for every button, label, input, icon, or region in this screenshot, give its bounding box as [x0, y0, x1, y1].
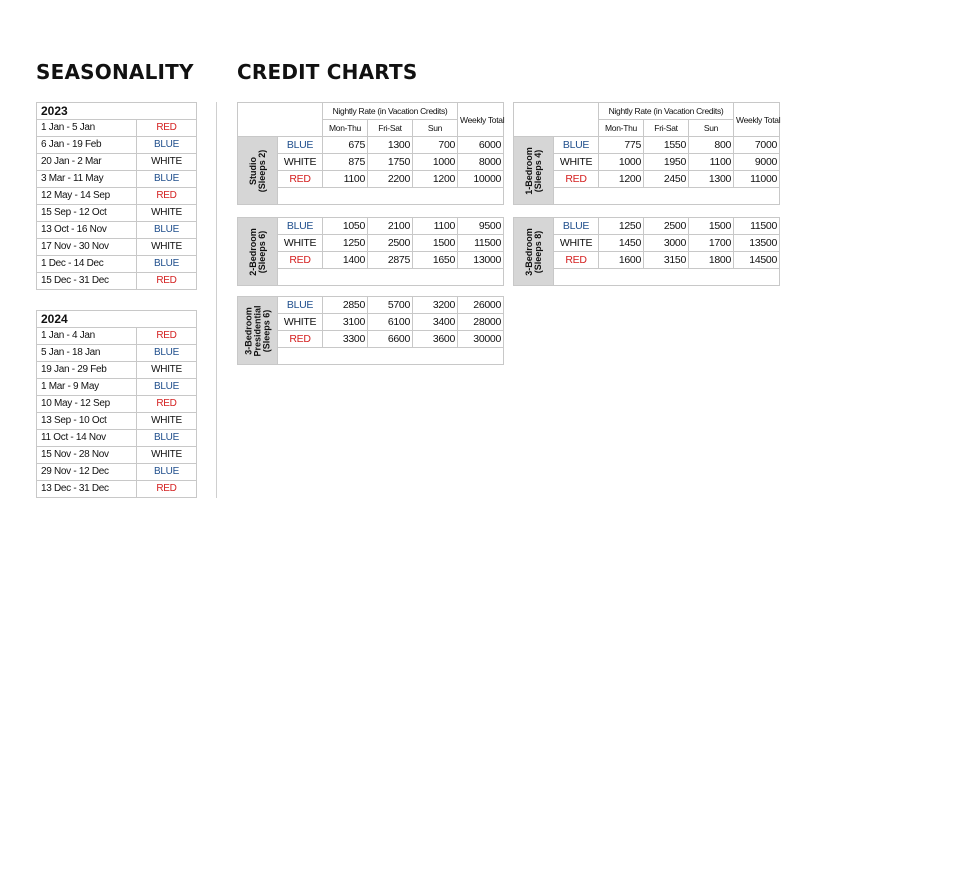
rate-mon-thu: 875: [323, 154, 368, 171]
weekly-total-header: Weekly Total: [734, 103, 780, 137]
season-code: WHITE: [278, 235, 323, 252]
rate-weekly: 13000: [458, 252, 504, 269]
season-dates: 10 May - 12 Sep: [37, 396, 137, 413]
season-dates: 20 Jan - 2 Mar: [37, 154, 137, 171]
season-row: [37, 328, 197, 345]
season-code: RED: [137, 273, 197, 290]
season-code: WHITE: [137, 205, 197, 222]
rate-mon-thu: 1000: [599, 154, 644, 171]
rate-fri-sat: 3150: [644, 252, 689, 269]
season-dates: 13 Dec - 31 Dec: [37, 481, 137, 498]
season-code: RED: [137, 120, 197, 137]
rate-row: [514, 137, 780, 154]
season-row: [37, 137, 197, 154]
rate-mon-thu: 675: [323, 137, 368, 154]
header-corner: [514, 103, 599, 137]
rate-row: [514, 218, 780, 235]
season-code: BLUE: [554, 137, 599, 154]
season-dates: 1 Mar - 9 May: [37, 379, 137, 396]
rate-weekly: 14500: [734, 252, 780, 269]
season-dates: 1 Jan - 4 Jan: [37, 328, 137, 345]
empty-row: [554, 188, 780, 205]
season-code: BLUE: [137, 222, 197, 239]
season-row: [37, 362, 197, 379]
section-divider: [216, 102, 217, 498]
unit-label-line: (Sleeps 4): [532, 149, 543, 192]
empty-row: [278, 269, 504, 286]
rate-sun: 1000: [413, 154, 458, 171]
rate-fri-sat: 2100: [368, 218, 413, 235]
season-code: BLUE: [137, 430, 197, 447]
season-year: 2023: [37, 103, 197, 120]
rate-row: [238, 297, 504, 314]
col-header-mon-thu: Mon-Thu: [599, 120, 644, 137]
season-row: [37, 379, 197, 396]
season-code: RED: [278, 171, 323, 188]
unit-label-line: 3-Bedroom: [523, 227, 534, 276]
rate-fri-sat: 1300: [368, 137, 413, 154]
col-header-mon-thu: Mon-Thu: [323, 120, 368, 137]
seasonality-table-2024: [36, 310, 197, 498]
season-code: BLUE: [278, 137, 323, 154]
rate-mon-thu: 2850: [323, 297, 368, 314]
season-row: [37, 447, 197, 464]
season-code: BLUE: [137, 256, 197, 273]
rate-fri-sat: 1750: [368, 154, 413, 171]
season-code: BLUE: [137, 379, 197, 396]
unit-label-line: (Sleeps 2): [256, 149, 267, 192]
rate-sun: 700: [413, 137, 458, 154]
rate-row: [238, 218, 504, 235]
season-row: [37, 222, 197, 239]
credit-table-1-bedroom: [513, 102, 780, 205]
season-dates: 1 Jan - 5 Jan: [37, 120, 137, 137]
season-code: RED: [137, 188, 197, 205]
col-header-sun: Sun: [413, 120, 458, 137]
season-code: BLUE: [137, 171, 197, 188]
rate-weekly: 28000: [458, 314, 504, 331]
rate-sun: 1300: [689, 171, 734, 188]
credit-table-studio: [237, 102, 504, 205]
season-code: WHITE: [278, 314, 323, 331]
credit-table-3-bedroom: [513, 217, 780, 286]
season-code: WHITE: [137, 447, 197, 464]
empty-row: [278, 188, 504, 205]
rate-mon-thu: 1250: [599, 218, 644, 235]
season-row: [37, 413, 197, 430]
rate-mon-thu: 1600: [599, 252, 644, 269]
rate-weekly: 6000: [458, 137, 504, 154]
season-dates: 3 Mar - 11 May: [37, 171, 137, 188]
rate-fri-sat: 2500: [368, 235, 413, 252]
unit-label: [514, 137, 554, 205]
rate-mon-thu: 1100: [323, 171, 368, 188]
unit-label-line: Presidential: [252, 304, 262, 357]
rate-mon-thu: 1450: [599, 235, 644, 252]
rate-fri-sat: 2500: [644, 218, 689, 235]
nightly-rate-header: Nightly Rate (in Vacation Credits): [323, 103, 458, 120]
season-code: WHITE: [137, 239, 197, 256]
seasonality-table-2023: [36, 102, 197, 290]
season-year: 2024: [37, 311, 197, 328]
season-dates: 19 Jan - 29 Feb: [37, 362, 137, 379]
rate-weekly: 30000: [458, 331, 504, 348]
unit-label-line: Studio: [247, 156, 258, 185]
credit-table-3-bedroom-presidential: [237, 296, 504, 365]
unit-label-line: 1-Bedroom: [523, 146, 534, 195]
season-row: [37, 396, 197, 413]
season-row: [37, 188, 197, 205]
rate-weekly: 11000: [734, 171, 780, 188]
col-header-sun: Sun: [689, 120, 734, 137]
season-code: RED: [137, 396, 197, 413]
unit-label-line: 3-Bedroom: [243, 306, 253, 355]
season-code: WHITE: [278, 154, 323, 171]
season-code: RED: [137, 328, 197, 345]
season-row: [37, 273, 197, 290]
rate-fri-sat: 1550: [644, 137, 689, 154]
rate-fri-sat: 1950: [644, 154, 689, 171]
rate-sun: 3200: [413, 297, 458, 314]
rate-weekly: 11500: [458, 235, 504, 252]
unit-label: [514, 218, 554, 286]
season-dates: 15 Dec - 31 Dec: [37, 273, 137, 290]
rate-row: [238, 137, 504, 154]
season-dates: 17 Nov - 30 Nov: [37, 239, 137, 256]
rate-mon-thu: 1200: [599, 171, 644, 188]
season-dates: 11 Oct - 14 Nov: [37, 430, 137, 447]
season-row: [37, 430, 197, 447]
credit-table-2-bedroom: [237, 217, 504, 286]
unit-label: [238, 137, 278, 205]
rate-fri-sat: 2200: [368, 171, 413, 188]
weekly-total-header: Weekly Total: [458, 103, 504, 137]
season-code: BLUE: [137, 464, 197, 481]
credit-charts-heading: CREDIT CHARTS: [237, 60, 418, 84]
col-header-fri-sat: Fri-Sat: [368, 120, 413, 137]
season-code: RED: [137, 481, 197, 498]
rate-fri-sat: 6600: [368, 331, 413, 348]
season-code: WHITE: [137, 413, 197, 430]
season-code: WHITE: [137, 154, 197, 171]
season-code: WHITE: [554, 235, 599, 252]
rate-sun: 1800: [689, 252, 734, 269]
rate-weekly: 9500: [458, 218, 504, 235]
rate-mon-thu: 1250: [323, 235, 368, 252]
season-code: WHITE: [137, 362, 197, 379]
seasonality-heading: SEASONALITY: [36, 60, 194, 84]
rate-sun: 1100: [413, 218, 458, 235]
col-header-fri-sat: Fri-Sat: [644, 120, 689, 137]
season-row: [37, 239, 197, 256]
rate-sun: 1700: [689, 235, 734, 252]
unit-label: [238, 218, 278, 286]
rate-weekly: 10000: [458, 171, 504, 188]
season-dates: 12 May - 14 Sep: [37, 188, 137, 205]
season-dates: 29 Nov - 12 Dec: [37, 464, 137, 481]
rate-sun: 1500: [689, 218, 734, 235]
rate-fri-sat: 6100: [368, 314, 413, 331]
season-dates: 13 Sep - 10 Oct: [37, 413, 137, 430]
rate-weekly: 7000: [734, 137, 780, 154]
season-code: BLUE: [278, 297, 323, 314]
season-code: BLUE: [554, 218, 599, 235]
season-dates: 1 Dec - 14 Dec: [37, 256, 137, 273]
season-row: [37, 464, 197, 481]
empty-row: [278, 348, 504, 365]
unit-label: [238, 297, 278, 365]
rate-sun: 1500: [413, 235, 458, 252]
season-dates: 15 Nov - 28 Nov: [37, 447, 137, 464]
rate-fri-sat: 2875: [368, 252, 413, 269]
rate-weekly: 9000: [734, 154, 780, 171]
season-row: [37, 120, 197, 137]
unit-label-line: (Sleeps 8): [532, 230, 543, 273]
rate-weekly: 26000: [458, 297, 504, 314]
rate-fri-sat: 2450: [644, 171, 689, 188]
season-code: RED: [278, 252, 323, 269]
season-code: RED: [554, 252, 599, 269]
season-code: WHITE: [554, 154, 599, 171]
rate-sun: 3600: [413, 331, 458, 348]
season-row: [37, 205, 197, 222]
rate-weekly: 13500: [734, 235, 780, 252]
season-row: [37, 345, 197, 362]
nightly-rate-header: Nightly Rate (in Vacation Credits): [599, 103, 734, 120]
unit-label-line: (Sleeps 6): [256, 230, 267, 273]
season-row: [37, 171, 197, 188]
season-code: BLUE: [137, 345, 197, 362]
rate-sun: 1200: [413, 171, 458, 188]
season-dates: 13 Oct - 16 Nov: [37, 222, 137, 239]
rate-sun: 800: [689, 137, 734, 154]
header-corner: [238, 103, 323, 137]
rate-sun: 1650: [413, 252, 458, 269]
rate-weekly: 8000: [458, 154, 504, 171]
season-code: BLUE: [137, 137, 197, 154]
rate-mon-thu: 3300: [323, 331, 368, 348]
season-code: RED: [278, 331, 323, 348]
season-dates: 15 Sep - 12 Oct: [37, 205, 137, 222]
unit-label-line: 2-Bedroom: [247, 227, 258, 276]
season-code: RED: [554, 171, 599, 188]
rate-sun: 1100: [689, 154, 734, 171]
rate-mon-thu: 1050: [323, 218, 368, 235]
season-code: BLUE: [278, 218, 323, 235]
season-dates: 5 Jan - 18 Jan: [37, 345, 137, 362]
rate-mon-thu: 1400: [323, 252, 368, 269]
rate-sun: 3400: [413, 314, 458, 331]
season-row: [37, 481, 197, 498]
rate-weekly: 11500: [734, 218, 780, 235]
season-row: [37, 256, 197, 273]
rate-mon-thu: 775: [599, 137, 644, 154]
unit-label-line: (Sleeps 6): [261, 309, 271, 352]
rate-fri-sat: 3000: [644, 235, 689, 252]
rate-mon-thu: 3100: [323, 314, 368, 331]
empty-row: [554, 269, 780, 286]
rate-fri-sat: 5700: [368, 297, 413, 314]
season-row: [37, 154, 197, 171]
season-dates: 6 Jan - 19 Feb: [37, 137, 137, 154]
